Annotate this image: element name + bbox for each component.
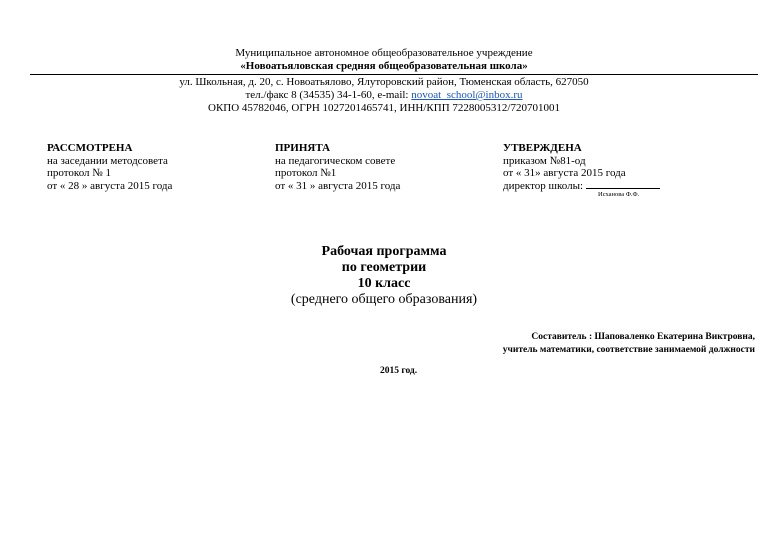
document-year: 2015 год.	[380, 366, 418, 376]
approved-heading: УТВЕРЖДЕНА	[503, 142, 582, 154]
accepted-line-3: от « 31 » августа 2015 года	[275, 179, 401, 192]
email-link[interactable]: novoat_school@inbox.ru	[411, 89, 523, 101]
director-name: Исханова Ф.Ф.	[598, 191, 640, 198]
accepted-block	[275, 142, 400, 192]
program-level: (среднего общего образования)	[290, 292, 478, 307]
header-divider	[30, 74, 758, 75]
signature-line	[586, 180, 660, 189]
program-subject: по геометрии	[341, 260, 427, 275]
phone-text: тел./факс 8 (34535) 34-1-60, e-mail:	[245, 89, 412, 101]
reviewed-block	[47, 142, 172, 192]
school-contacts	[0, 89, 768, 102]
director-label: директор школы:	[503, 179, 586, 192]
accepted-heading: ПРИНЯТА	[275, 142, 331, 154]
school-type-line: Муниципальное автономное общеобразовательное учреждение	[235, 47, 533, 59]
reviewed-line-3: от « 28 » августа 2015 года	[47, 179, 173, 192]
author-position: учитель математики, соответствие занимаемой должности	[502, 345, 755, 355]
approved-line-2: от « 31» августа 2015 года	[503, 167, 626, 179]
accepted-line-2: протокол №1	[275, 167, 337, 179]
program-title: Рабочая программа	[321, 244, 447, 259]
author-name: Составитель : Шаповаленко Екатерина Виктровна,	[531, 332, 755, 342]
approved-line-1: приказом №81-од	[503, 154, 586, 167]
approved-block	[503, 142, 660, 192]
accepted-line-1: на педагогическом совете	[275, 154, 396, 167]
reviewed-heading: РАССМОТРЕНА	[47, 142, 133, 154]
school-codes: ОКПО 45782046, ОГРН 1027201465741, ИНН/КПП 7228005312/720701001	[208, 102, 560, 114]
author-block	[503, 331, 755, 357]
school-name: «Новоатьяловская средняя общеобразовательная школа»	[240, 60, 528, 72]
school-address: ул. Школьная, д. 20, с. Новоатьялово, Ялуторовский район, Тюменская область, 627050	[179, 76, 589, 88]
reviewed-line-2: протокол № 1	[47, 167, 112, 179]
reviewed-line-1: на заседании методсовета	[47, 154, 168, 167]
program-grade: 10 класс	[357, 276, 411, 291]
